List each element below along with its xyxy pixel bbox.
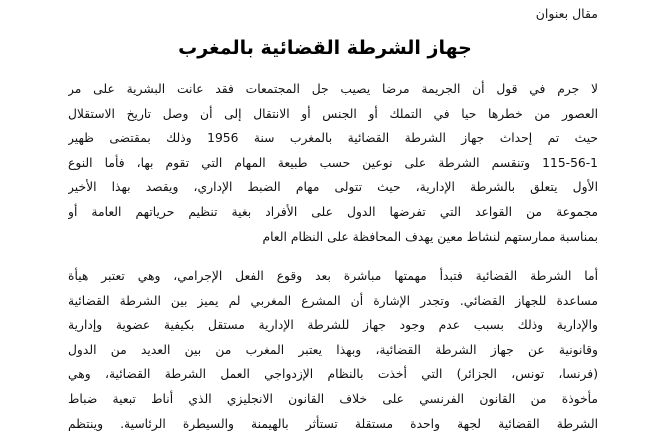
paragraph-line: وقانونية عن جهاز الشرطة القضائية، وبهذا يعتبر المغرب من بين العديد من الدول [68,342,598,357]
paragraph-line: 115-56-1 وتنقسم الشرطة على نوعين حسب طبيعة المهام التي تقوم بها، فأما النوع [68,155,598,170]
paragraph-line: بمناسبة ممارستهم لنشاط معين يهدف المحافظة على النظام العام [262,229,598,244]
paragraph-line: حيث تم إحداث جهاز الشرطة القضائية بالمغرب سنة 1956 وذلك بمقتضى ظهير [68,131,598,146]
paragraph-2 [68,264,598,436]
article-label: مقال بعنوان [535,6,598,21]
paragraph-line: الأول يتعلق بالشرطة الإدارية، حيث تتولى مهام الضبط الإداري، ويقصد بهذا الأخير [68,180,598,195]
article-title: جهاز الشرطة القضائية بالمغرب [178,37,472,59]
paragraph-line: (فرنسا، تونس، الجزائر) التي أخذت بالنظام الإزدواجي العمل الشرطة القضائية، وهي [68,367,598,382]
paragraph-line: الشرطة القضائية لجهة واحدة مستقلة تستأثر بالهيمنة والسيطرة الرئاسية. وينتظم [68,416,598,431]
paragraph-line: مأخوذة من القانون الفرنسي على خلاف القانون الانجليزي الذي أناط تبعية ضباط [68,391,598,406]
paragraph-line: مساعدة للجهاز القضائي. وتجدر الإشارة أن المشرع المغربي لم يميز بين الشرطة القضائية [68,293,598,308]
paragraph-line: العصور من خطرها حيا في التملك أو الجنس أو الانتقال إلى أن وصل تاريخ الاستقلال [68,106,598,121]
paragraph-line: مجموعة من القواعد التي تفرضها الدول على الأفراد بغية تنظيم حرياتهم العامة أو [68,204,598,219]
paragraph-line: أما الشرطة القضائية فتبدأ مهمتها مباشرة بعد وقوع الفعل الإجرامي، وهي تعتبر هيأة [68,269,598,283]
paragraph-line: لا جرم في قول أن الجريمة مرضا يصيب جل المجتمعات فقد عانت البشرية على مر [68,82,598,96]
paragraph-line: والإدارية وذلك بسبب عدم وجود جهاز للشرطة الإدارية مستقل بكيفية عضوية وإدارية [68,318,598,333]
paragraph-1 [68,77,598,249]
